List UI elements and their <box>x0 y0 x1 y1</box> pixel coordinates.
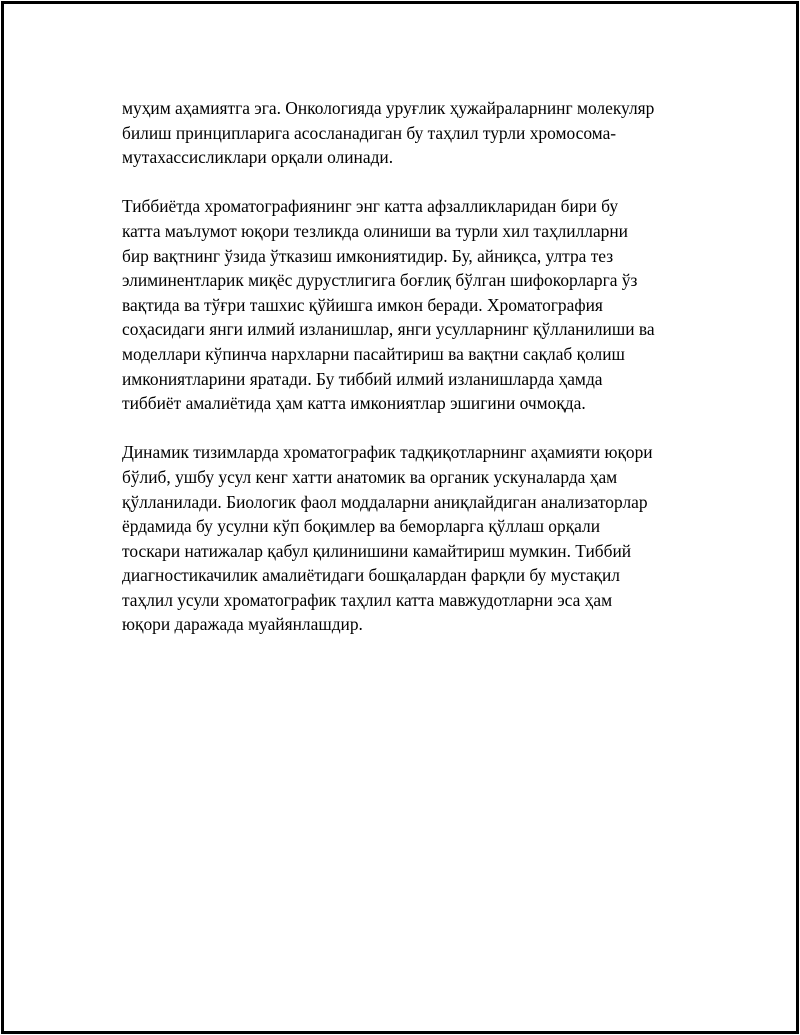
text-line: таҳлил усули хроматографик таҳлил катта мавжудотларни эса ҳам <box>122 589 613 610</box>
text-line: юқори даражада муайянлашдир. <box>122 614 363 635</box>
text-line: моделлари кўпинча нархларни пасайтириш ва вақтни сақлаб қолиш <box>122 343 625 364</box>
text-line: имкониятларини яратади. Бу тиббий илмий изланишларда ҳамда <box>122 368 603 389</box>
text-line: катта маълумот юқори тезликда олиниши ва турли хил таҳлилларни <box>122 220 628 241</box>
paragraph-1 <box>122 96 702 170</box>
text-line: соҳасидаги янги илмий изланишлар, янги усулларнинг қўлланилиши ва <box>122 319 655 340</box>
text-line: диагностикачилик амалиётидаги бошқалардан фарқли бу мустақил <box>122 565 620 586</box>
text-line: билиш принципларига асосланадиган бу таҳлил турли хромосома- <box>122 122 617 143</box>
text-line: элиминентларик миқёс дурустлигига боғлиқ бўлган шифокорларга ўз <box>122 270 638 291</box>
text-line: мутахассисликлари орқали олинади. <box>122 147 394 168</box>
text-line: тиббиёт амалиётида ҳам катта имкониятлар эшигини очмоқда. <box>122 393 586 414</box>
paragraph-3 <box>122 440 702 637</box>
text-line: ёрдамида бу усулни кўп боқимлер ва беморларга қўллаш орқали <box>122 516 601 537</box>
text-line: бўлиб, ушбу усул кенг хатти анатомик ва органик ускуналарда ҳам <box>122 466 618 487</box>
paragraph-2 <box>122 194 702 415</box>
text-line: бир вақтнинг ўзида ўтказиш имкониятидир. Бу, айниқса, ултра тез <box>122 245 614 266</box>
text-line: Динамик тизимларда хроматографик тадқиқотларнинг аҳамияти юқори <box>122 442 653 463</box>
text-line: муҳим аҳамиятга эга. Онкологияда уруғлик ҳужайраларнинг молекуляр <box>122 98 655 118</box>
text-line: тоскари натижалар қабул қилинишини камайтириш мумкин. Тиббий <box>122 540 632 561</box>
document-body <box>122 96 702 662</box>
text-line: Тиббиётда хроматографиянинг энг катта афзалликларидан бири бу <box>122 196 619 217</box>
page-frame <box>1 1 799 1034</box>
text-line: вақтида ва тўғри ташхис қўйишга имкон беради. Хроматография <box>122 294 603 315</box>
text-line: қўлланилади. Биологик фаол моддаларни аниқлайдиган анализаторлар <box>122 491 648 512</box>
